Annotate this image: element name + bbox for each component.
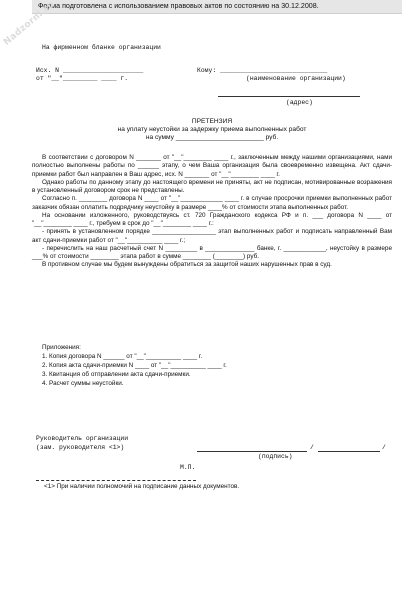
signer-deputy: (зам. руководителя <1>) [36, 444, 125, 451]
header-note-bar [32, 0, 402, 14]
outgoing-date: от "__"_________ ____ г. [36, 75, 129, 82]
signer-title: Руководитель организации [36, 435, 129, 442]
signature-name-line [318, 451, 380, 452]
attachment-item: 2. Копия акта сдачи-приемки N ____ от "__"__________ ____ г. [42, 362, 227, 369]
signature-caption: (подпись) [258, 453, 293, 460]
body-paragraph: В противном случае мы будем вынуждены обратиться за защитой наших нарушенных прав в суд. [42, 261, 332, 269]
header-note: Форма подготовлена с использованием правовых актов по состоянию на 30.12.2008. [38, 2, 319, 10]
footnote-separator [36, 480, 196, 481]
attachment-item: 1. Копия договора N ______ от "__"__________ ____ г. [42, 353, 203, 360]
body-paragraph: В соответствии с договором N _______ от "__"________ ____ г., заключенным между нашими организациями, нами полностью выполнены работы по ______ этапу, о чем Ваша организация была своевременно извещена. Акт сдачи-приемки работ был направлен в Ваш адрес, исх. N _______ от "__"________ ____ г. [32, 154, 392, 178]
body-paragraph: - принять в установленном порядке __________________ этап выполненных работ и подписать направленный Вам акт сдачи-приемки работ от "__"__________ ____ г.; [32, 228, 392, 244]
stamp-place: М.П. [180, 464, 196, 471]
attachment-item: 3. Квитанция об отправлении акта сдачи-приемки. [42, 371, 191, 378]
body-paragraph: - перечислить на наш расчетный счет N _________ в ______________ банке, г. ____________, неустойку в размере ___% от стоимости ________ этапа работ в сумме ________ (________) руб. [32, 244, 392, 260]
address-caption: (адрес) [286, 99, 313, 106]
letterhead-note: На фирменном бланке организации [42, 44, 161, 51]
document-subtitle-1: на уплату неустойки за задержку приема выполненных работ [117, 126, 307, 133]
watermark: Nadzorni.ru [2, 0, 57, 48]
footnote: <1> При наличии полномочий на подписание данных документов. [44, 483, 240, 490]
document-subtitle-2: на сумму ________________________ руб. [145, 134, 279, 141]
address-line [218, 96, 360, 97]
attachments-list [32, 343, 392, 388]
document-title: ПРЕТЕНЗИЯ [191, 118, 233, 125]
org-name-caption: (наименование организации) [246, 75, 346, 82]
attachment-item: 4. Расчет суммы неустойки. [42, 380, 124, 387]
claim-body [32, 154, 392, 270]
document-page: Форма подготовлена с использованием правовых актов по состоянию на 30.12.2008. Nadzorni.ru На фирменном бланке организации Исх. N _____________________ от "__"_________ ____ г. Кому: ____________________________ (наименование организации) (адрес) ПРЕТЕНЗИЯ на уплату неустойки за задержку приема выполненных работ на сумму ________________________ руб. В соответствии с договором N _______ от "__"________ ____ г., заключенным между нашими организациями, нами полностью выполнены работы по ______ этапу, о чем Ваша организация была своевременно извещена. Акт сдачи-приемки работ был направлен в Ваш адрес, исх. N _______ от "__"________ ____ г. Однако работы по данному этапу до настоящего времени не приняты, акт не подписан, мотивированные возражения в установленный договором срок не представлены. Согласно п. ________ договора N ____ от "__"____________ ____ г. в случае просрочки приемки выполненных работ заказчик обязан оплатить подрядчику неустойку в размере ____% от стоимости этапа выполненных работ. На основании изложенного, руководствуясь ст. 720 Гражданского кодекса РФ и п. ___ договора N ____ от "__"________ ____ г., требуем в срок до "__"________ ____ г.: - принять в установленном порядке __________________ этап выполненных работ и подписать направленный Вам акт сдачи-приемки работ от "__"__________ ____ г.; - перечислить на наш расчетный счет N _________ в ______________ банке, г. ____________, неустойку в размере ___% от стоимости ________ этапа работ в сумме ________ (________) руб. В противном случае мы будем вынуждены обратиться за защитой наших нарушенных прав в суд. Приложения: 1. Копия договора N ______ от "__"__________ ____ г. 2. Копия акта сдачи-приемки N ____ от "__"__________ ____ г. 3. Квитанция об отправлении акта сдачи-приемки. 4. Расчет суммы неустойки. Руководитель организации (зам. руководителя <1>) / / (подпись) М.П. <1> При наличии полномочий на подписание данных документов. [0, 0, 420, 600]
attachments-title: Приложения: [42, 344, 81, 351]
recipient-line: Кому: ____________________________ [197, 67, 328, 74]
outgoing-number: Исх. N _____________________ [36, 67, 144, 74]
body-paragraph: Согласно п. ________ договора N ____ от "__"____________ ____ г. в случае просрочки приемки выполненных работ заказчик обязан оплатить подрядчику неустойку в размере ____% от стоимости этапа выполненных работ. [32, 195, 392, 211]
body-paragraph: На основании изложенного, руководствуясь ст. 720 Гражданского кодекса РФ и п. ___ договора N ____ от "__"________ ____ г., требуем в срок до "__"________ ____ г.: [32, 211, 392, 227]
signature-line [197, 451, 307, 452]
body-paragraph: Однако работы по данному этапу до настоящего времени не приняты, акт не подписан, мотивированные возражения в установленный договором срок не представлены. [32, 178, 392, 194]
